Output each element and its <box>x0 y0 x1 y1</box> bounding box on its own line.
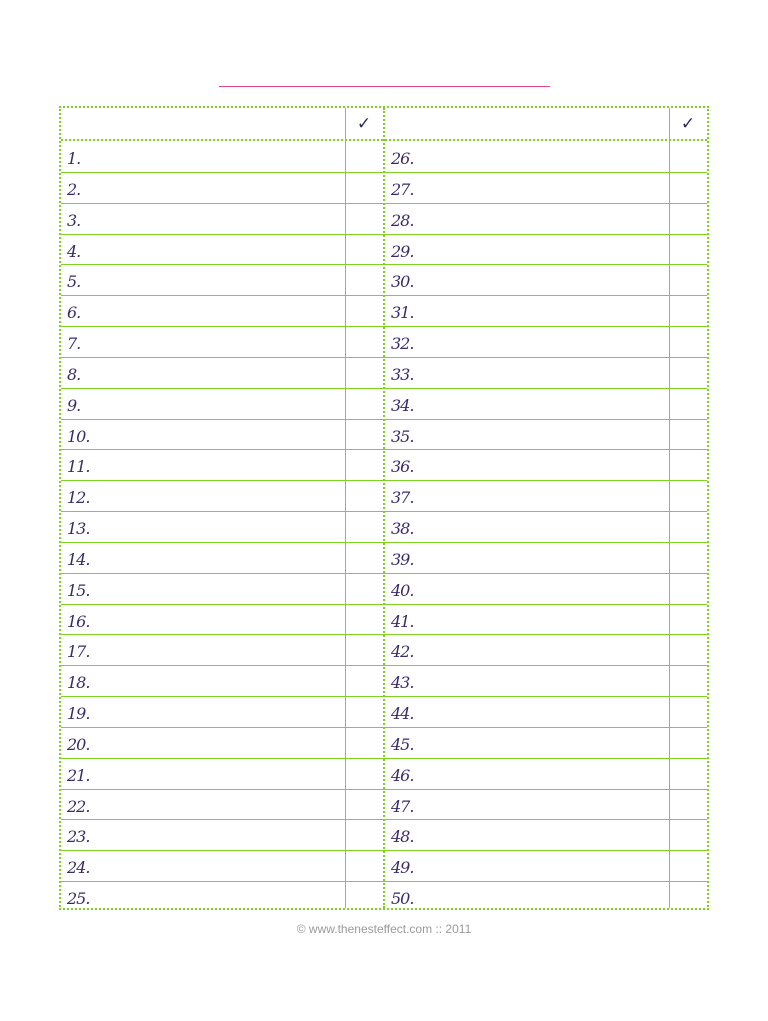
row-rule <box>61 388 707 389</box>
row-number-left: 15. <box>67 580 90 600</box>
row-number-right: 39. <box>391 549 414 569</box>
row-number-left: 10. <box>67 426 90 446</box>
row-number-left: 7. <box>67 334 81 354</box>
row-number-left: 12. <box>67 488 90 508</box>
row-rule <box>61 573 707 574</box>
row-number-right: 48. <box>391 827 414 847</box>
row-rule <box>61 172 707 173</box>
row-rule <box>61 480 707 481</box>
row-number-right: 38. <box>391 519 414 539</box>
row-number-left: 2. <box>67 179 81 199</box>
row-rule <box>61 203 707 204</box>
row-rule <box>61 449 707 450</box>
row-number-left: 19. <box>67 704 90 724</box>
row-number-right: 42. <box>391 642 414 662</box>
row-number-right: 31. <box>391 303 414 323</box>
row-number-right: 37. <box>391 488 414 508</box>
row-number-right: 30. <box>391 272 414 292</box>
row-number-right: 35. <box>391 426 414 446</box>
checkmark-icon: ✓ <box>680 114 696 134</box>
row-rule <box>61 264 707 265</box>
row-number-left: 20. <box>67 734 90 754</box>
row-rule <box>61 819 707 820</box>
row-number-right: 50. <box>391 889 414 909</box>
row-rule <box>61 419 707 420</box>
row-number-left: 17. <box>67 642 90 662</box>
row-rule <box>61 542 707 543</box>
row-number-right: 34. <box>391 395 414 415</box>
row-number-right: 33. <box>391 364 414 384</box>
row-number-left: 11. <box>67 457 90 477</box>
row-number-right: 49. <box>391 858 414 878</box>
row-number-right: 36. <box>391 457 414 477</box>
row-number-left: 1. <box>67 149 81 168</box>
row-rule <box>61 295 707 296</box>
checkmark-icon: ✓ <box>356 114 372 134</box>
row-rule <box>61 511 707 512</box>
row-number-right: 43. <box>391 673 414 693</box>
row-number-left: 9. <box>67 395 81 415</box>
row-number-left: 22. <box>67 796 90 816</box>
row-number-left: 13. <box>67 519 90 539</box>
title-underline <box>219 86 550 87</box>
row-rule <box>61 881 707 882</box>
row-number-right: 40. <box>391 580 414 600</box>
row-number-right: 27. <box>391 179 414 199</box>
row-number-left: 3. <box>67 210 81 230</box>
row-number-left: 25. <box>67 889 90 909</box>
row-number-left: 6. <box>67 303 81 323</box>
row-number-left: 14. <box>67 549 90 569</box>
row-number-left: 4. <box>67 241 81 261</box>
row-rule <box>61 634 707 635</box>
checklist-table <box>59 106 709 910</box>
row-number-left: 18. <box>67 673 90 693</box>
row-rule <box>61 758 707 759</box>
row-number-left: 8. <box>67 364 81 384</box>
row-number-right: 46. <box>391 765 414 785</box>
row-number-right: 26. <box>391 149 414 168</box>
row-number-left: 23. <box>67 827 90 847</box>
row-rule <box>61 665 707 666</box>
row-number-right: 32. <box>391 334 414 354</box>
row-number-right: 44. <box>391 704 414 724</box>
row-number-right: 41. <box>391 611 414 631</box>
row-number-left: 21. <box>67 765 90 785</box>
row-rule <box>61 326 707 327</box>
row-number-left: 5. <box>67 272 81 292</box>
row-rule <box>61 789 707 790</box>
row-number-right: 28. <box>391 210 414 230</box>
row-rule <box>61 357 707 358</box>
row-rule <box>61 727 707 728</box>
row-rule <box>61 696 707 697</box>
row-number-right: 47. <box>391 796 414 816</box>
row-rule <box>61 604 707 605</box>
row-rule <box>61 850 707 851</box>
row-number-right: 45. <box>391 734 414 754</box>
row-number-right: 29. <box>391 241 414 261</box>
row-number-left: 16. <box>67 611 90 631</box>
row-number-left: 24. <box>67 858 90 878</box>
copyright-footer: © www.thenesteffect.com :: 2011 <box>296 922 472 936</box>
row-rule <box>61 234 707 235</box>
